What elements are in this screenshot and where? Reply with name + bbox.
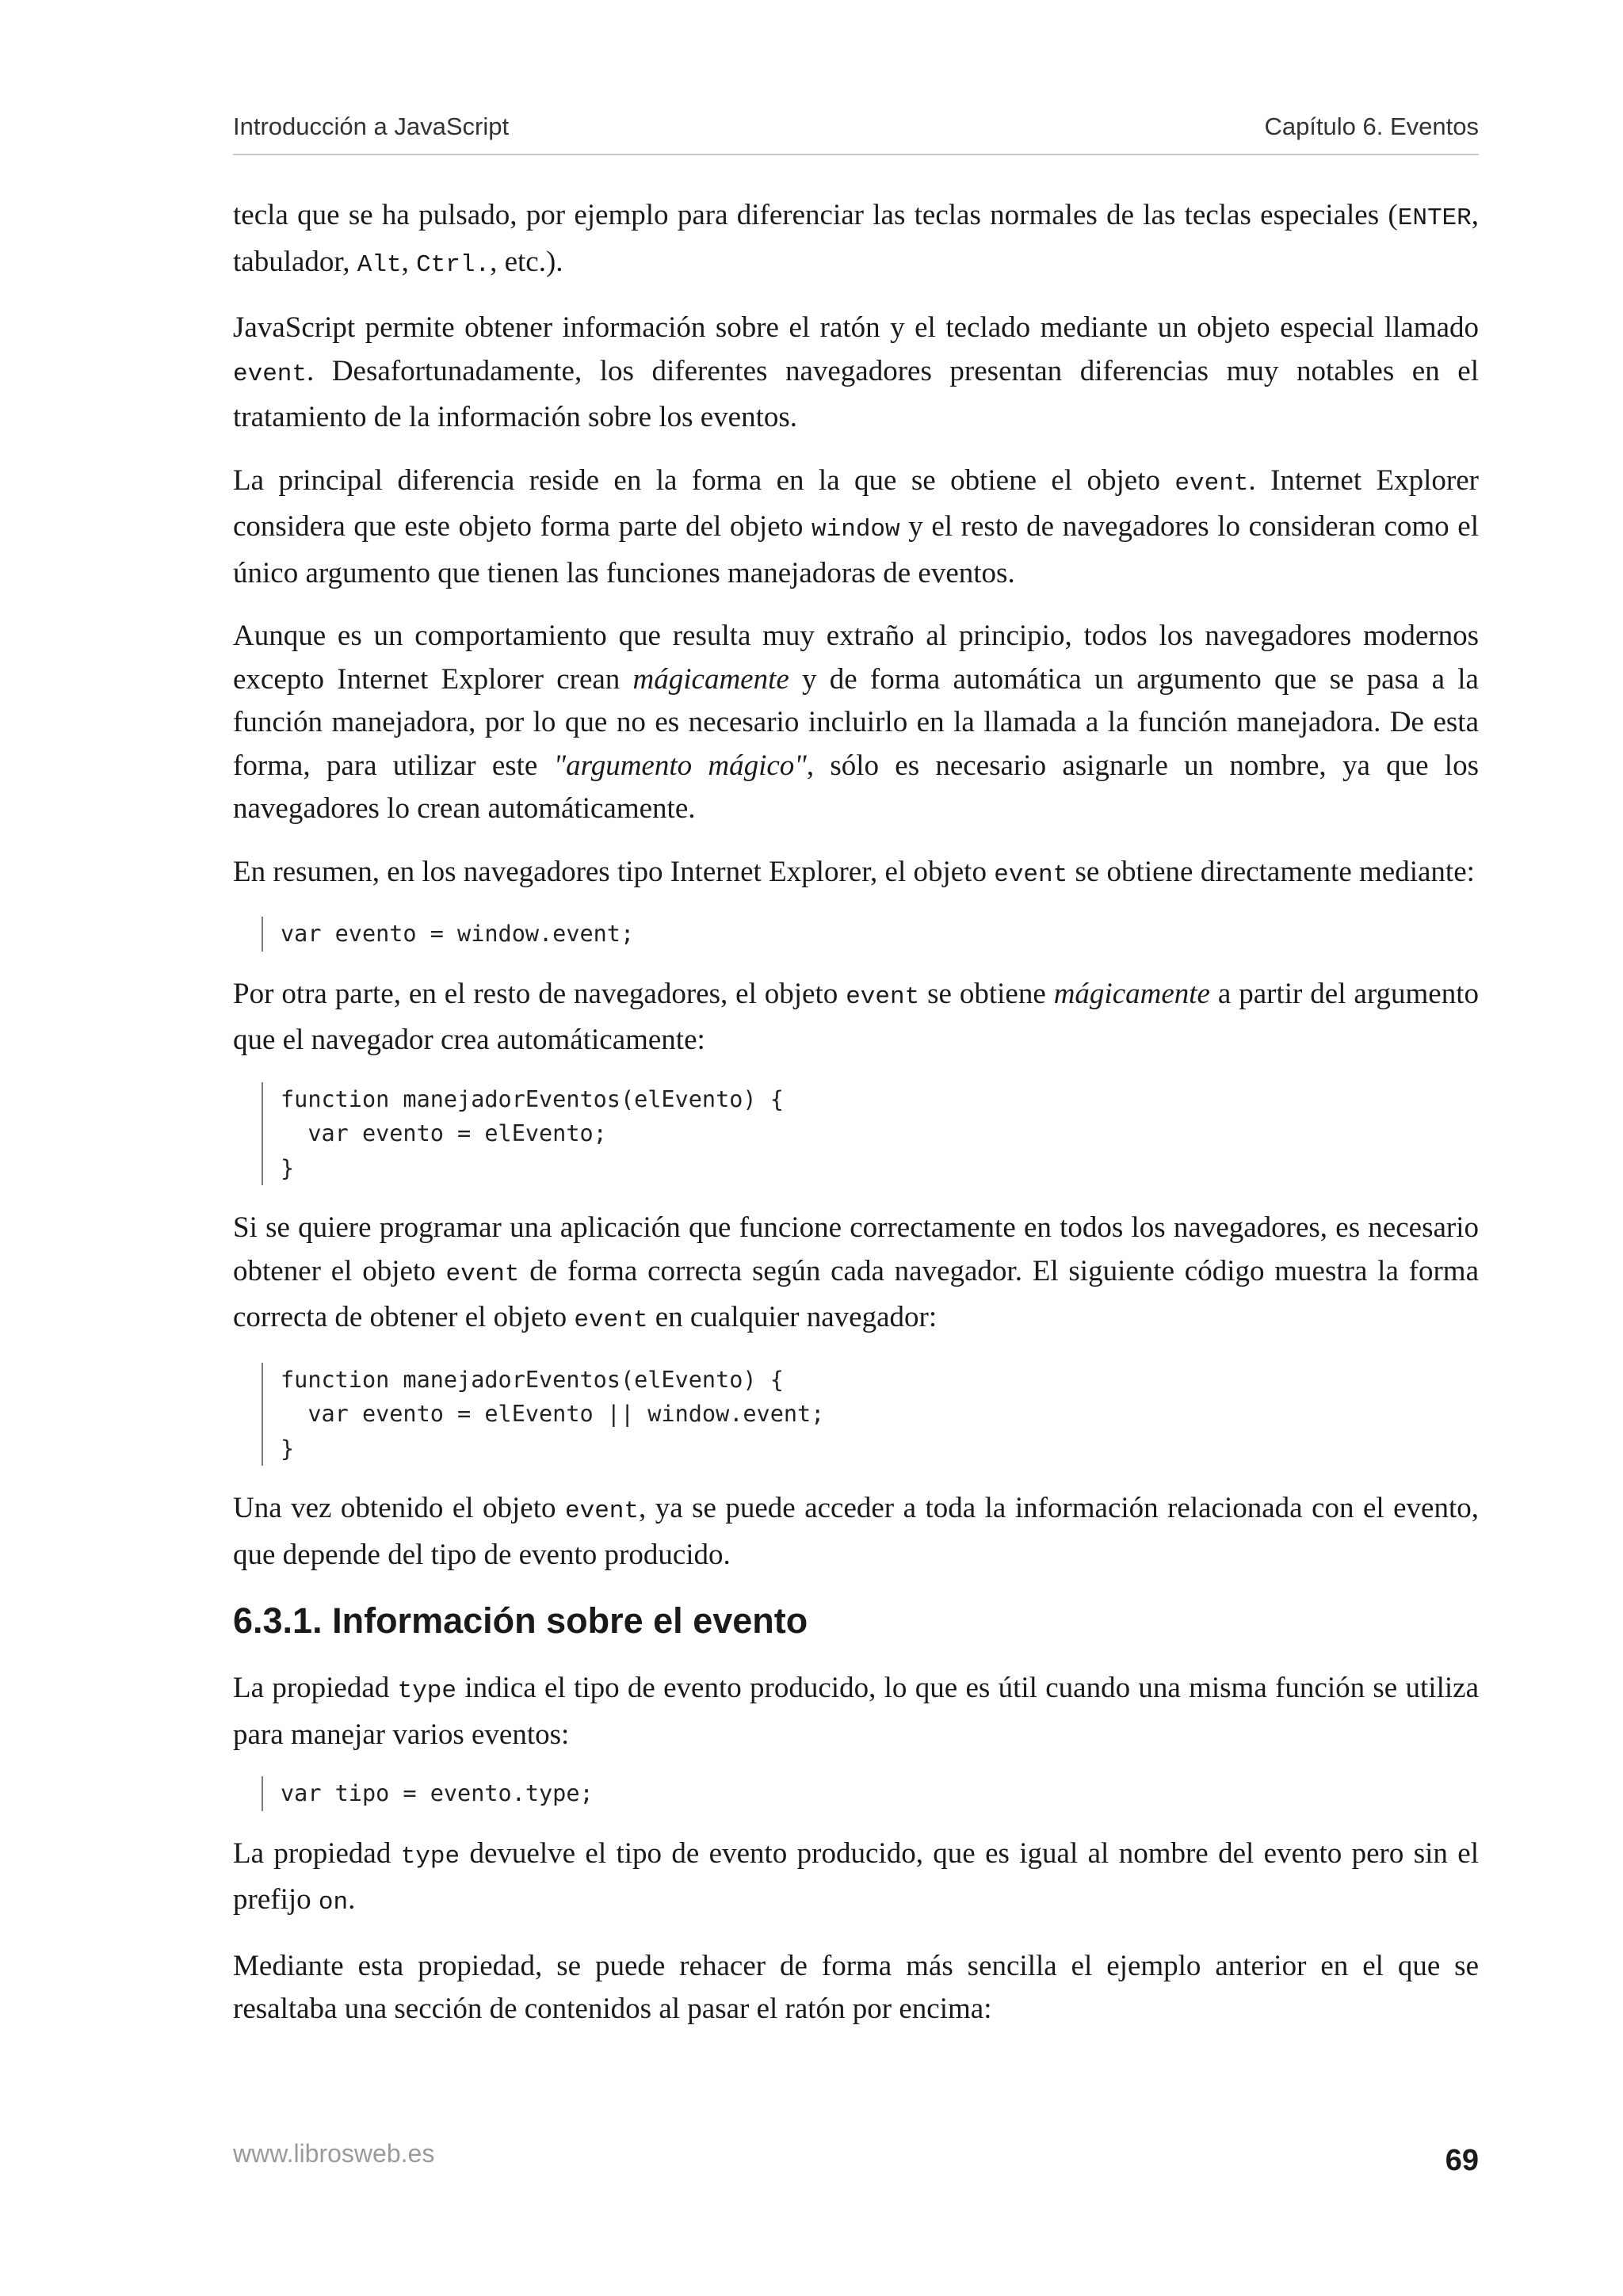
paragraph-2: JavaScript permite obtener información sobre el ratón y el teclado mediante un objeto especial llamado event. Desafortunadamente, los diferentes navegadores presentan diferencias muy notables en el tratamiento de la información sobre los eventos.	[233, 311, 1479, 433]
paragraph-4: Aunque es un comportamiento que resulta muy extraño al principio, todos los navegadores modernos excepto Internet Explorer crean mágicamente y de forma automática un argumento que se pasa a la función manejadora, por lo que no es necesario incluirlo en la llamada a la función manejadora. De esta forma, para utilizar este "argumento mágico", sólo es necesario asignarle un nombre, ya que los navegadores lo crean automáticamente.	[233, 620, 1479, 825]
paragraph-1: tecla que se ha pulsado, por ejemplo para diferenciar las teclas normales de las teclas especiales (ENTER, tabulador, Alt, Ctrl., etc.).	[233, 199, 1479, 279]
header-book-title: Introducción a JavaScript	[233, 113, 510, 140]
code-line: var evento = elEvento;	[281, 1120, 607, 1146]
inline-code: event	[574, 1306, 648, 1334]
inline-code: type	[400, 1842, 460, 1871]
section-heading: 6.3.1. Información sobre el evento	[233, 1600, 808, 1641]
inline-code: event	[846, 982, 920, 1011]
paragraph-3: La principal diferencia reside en la forma en la que se obtiene el objeto event. Internet Explorer considera que este objeto forma parte del objeto window y el resto de navegadores lo consideran como el único argumento que tienen las funciones manejadoras de eventos.	[233, 463, 1479, 589]
inline-code: Ctrl.	[416, 250, 491, 279]
code-line: var evento = elEvento || window.event;	[281, 1401, 825, 1427]
paragraph-5: En resumen, en los navegadores tipo Internet Explorer, el objeto event se obtiene directamente mediante:	[233, 855, 1475, 889]
inline-code: event	[994, 860, 1068, 889]
paragraph-10: La propiedad type devuelve el tipo de evento producido, que es igual al nombre del evento pero sin el prefijo on.	[233, 1836, 1479, 1917]
code-line: var tipo = evento.type;	[281, 1780, 594, 1806]
paragraph-7: Si se quiere programar una aplicación que funcione correctamente en todos los navegadores, es necesario obtener el objeto event de forma correcta según cada navegador. El siguiente código muestra la forma correcta de obtener el objeto event en cualquier navegador:	[233, 1211, 1479, 1334]
footer-website-link[interactable]: www.librosweb.es	[233, 2139, 435, 2168]
paragraph-6: Por otra parte, en el resto de navegadores, el objeto event se obtiene mágicamente a partir del argumento que el navegador crea automáticamente:	[233, 977, 1479, 1056]
inline-code: on	[318, 1889, 349, 1917]
code-block-3	[262, 1363, 1479, 1466]
emphasis: "argumento mágico"	[553, 749, 807, 782]
code-block-2	[262, 1082, 1479, 1186]
paragraph-9: La propiedad type indica el tipo de evento producido, lo que es útil cuando una misma función se utiliza para manejar varios eventos:	[233, 1672, 1479, 1751]
page-content	[233, 194, 1479, 2051]
code-block-1	[262, 917, 1479, 952]
code-line: function manejadorEventos(elEvento) {	[281, 1366, 784, 1393]
page-number: 69	[1445, 2144, 1479, 2177]
inline-code: window	[812, 516, 900, 543]
inline-code: Alt	[357, 250, 402, 279]
inline-code: type	[397, 1677, 457, 1705]
emphasis: mágicamente	[632, 662, 789, 696]
code-block-4	[262, 1776, 1479, 1811]
page-header	[233, 109, 1479, 155]
inline-code: event	[233, 360, 307, 388]
code-line: }	[281, 1154, 295, 1181]
code-line: function manejadorEventos(elEvento) {	[281, 1085, 784, 1112]
code-line: }	[281, 1435, 295, 1462]
header-chapter-title: Capítulo 6. Eventos	[1264, 113, 1479, 140]
emphasis: mágicamente	[1053, 977, 1210, 1010]
inline-code: event	[564, 1497, 639, 1525]
paragraph-11: Mediante esta propiedad, se puede rehacer de forma más sencilla el ejemplo anterior en el que se resaltaba una sección de contenidos al pasar el ratón por encima:	[233, 1949, 1479, 2025]
paragraph-8: Una vez obtenido el objeto event, ya se puede acceder a toda la información relacionada con el evento, que depende del tipo de evento producido.	[233, 1492, 1479, 1571]
inline-code: ENTER	[1397, 204, 1472, 232]
inline-code: event	[445, 1260, 520, 1288]
code-line: var evento = window.event;	[281, 921, 635, 947]
inline-code: event	[1174, 469, 1249, 498]
